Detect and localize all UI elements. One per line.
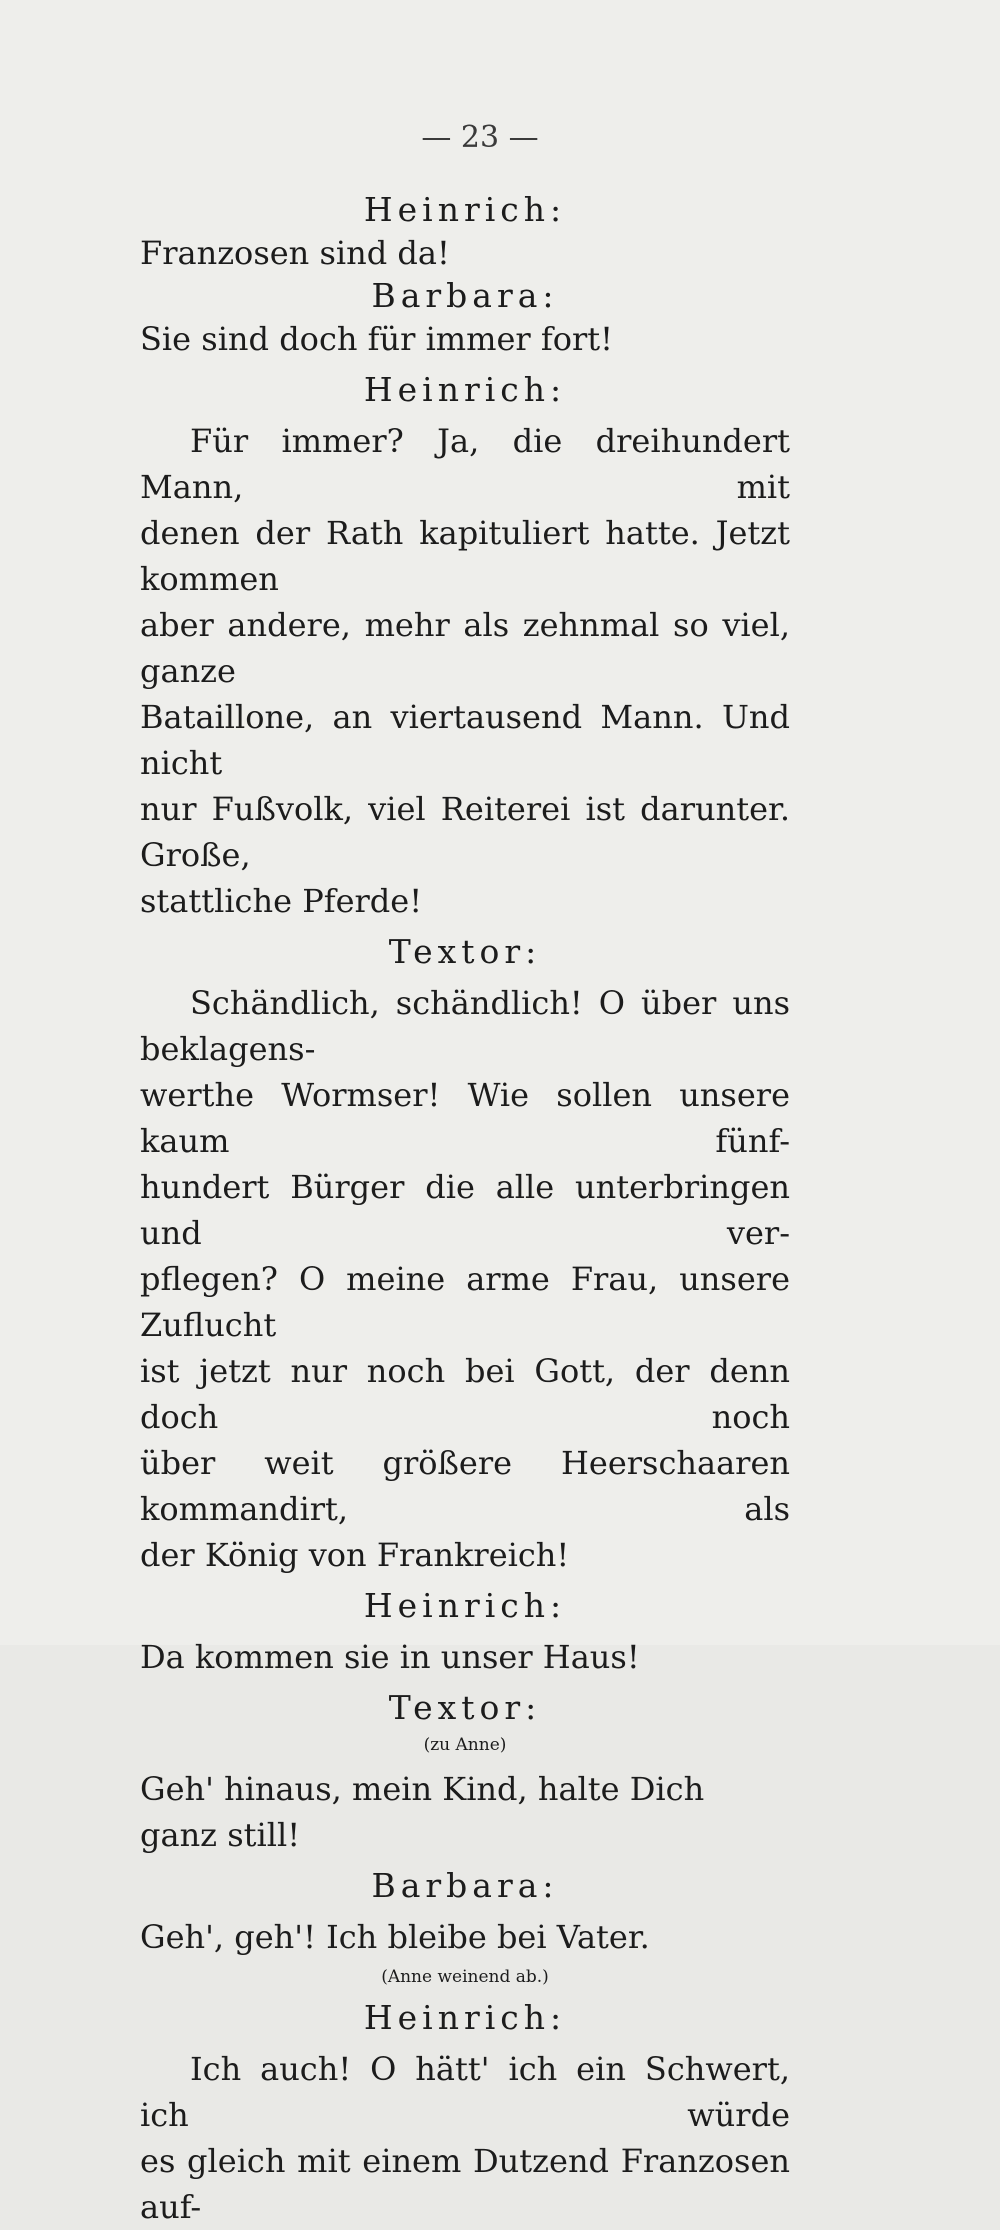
dialogue-line: der König von Frankreich! <box>140 1536 570 1574</box>
stage-direction: (zu Anne) <box>423 1735 507 1755</box>
dialogue-line: Sie sind doch für immer fort! <box>140 320 614 358</box>
dialogue-line: aber andere, mehr als zehnmal so viel, ganze <box>140 606 790 690</box>
dialogue-line: Bataillone, an viertausend Mann. Und nicht <box>140 698 790 782</box>
dialogue-line: stattliche Pferde! <box>140 882 423 920</box>
dialogue-line: es gleich mit einem Dutzend Franzosen auf- <box>140 2142 790 2226</box>
page-number: — 23 — <box>421 120 539 155</box>
dialogue-line: ist jetzt nur noch bei Gott, der denn doch noch <box>140 1352 790 1436</box>
dialogue-line: werthe Wormser! Wie sollen unsere kaum fünf- <box>140 1076 790 1160</box>
dialogue-line: Geh', geh'! Ich bleibe bei Vater. <box>140 1918 650 1956</box>
speaker-name: Heinrich: <box>363 1586 567 1625</box>
stage-direction: (Anne weinend ab.) <box>381 1967 549 1987</box>
speaker-name: Heinrich: <box>363 190 567 229</box>
speaker-name: Textor: <box>388 1688 542 1727</box>
dialogue-line: nur Fußvolk, viel Reiterei ist darunter. Große, <box>140 790 790 874</box>
dialogue-line: über weit größere Heerschaaren kommandirt, als <box>140 1444 790 1528</box>
speaker-name: Heinrich: <box>363 370 567 409</box>
dialogue-line: Für immer? Ja, die dreihundert Mann, mit <box>140 422 790 506</box>
speaker-name: Barbara: <box>371 276 559 315</box>
dialogue-line: Franzosen sind da! <box>140 234 450 272</box>
dialogue-line: Schändlich, schändlich! O über uns beklagens- <box>140 984 790 1068</box>
speaker-name: Heinrich: <box>363 1998 567 2037</box>
dialogue-line: denen der Rath kapituliert hatte. Jetzt kommen <box>140 514 790 598</box>
dialogue-line: pflegen? O meine arme Frau, unsere Zuflucht <box>140 1260 790 1344</box>
speaker-name: Barbara: <box>371 1866 559 1905</box>
dialogue-line: Ich auch! O hätt' ich ein Schwert, ich würde <box>140 2050 790 2134</box>
dialogue-line: Da kommen sie in unser Haus! <box>140 1638 640 1676</box>
dialogue-line: hundert Bürger die alle unterbringen und ver- <box>140 1168 790 1252</box>
play-text <box>140 190 790 2230</box>
speaker-name: Textor: <box>388 932 542 971</box>
dialogue-line: Geh' hinaus, mein Kind, halte Dich ganz still! <box>140 1770 705 1854</box>
